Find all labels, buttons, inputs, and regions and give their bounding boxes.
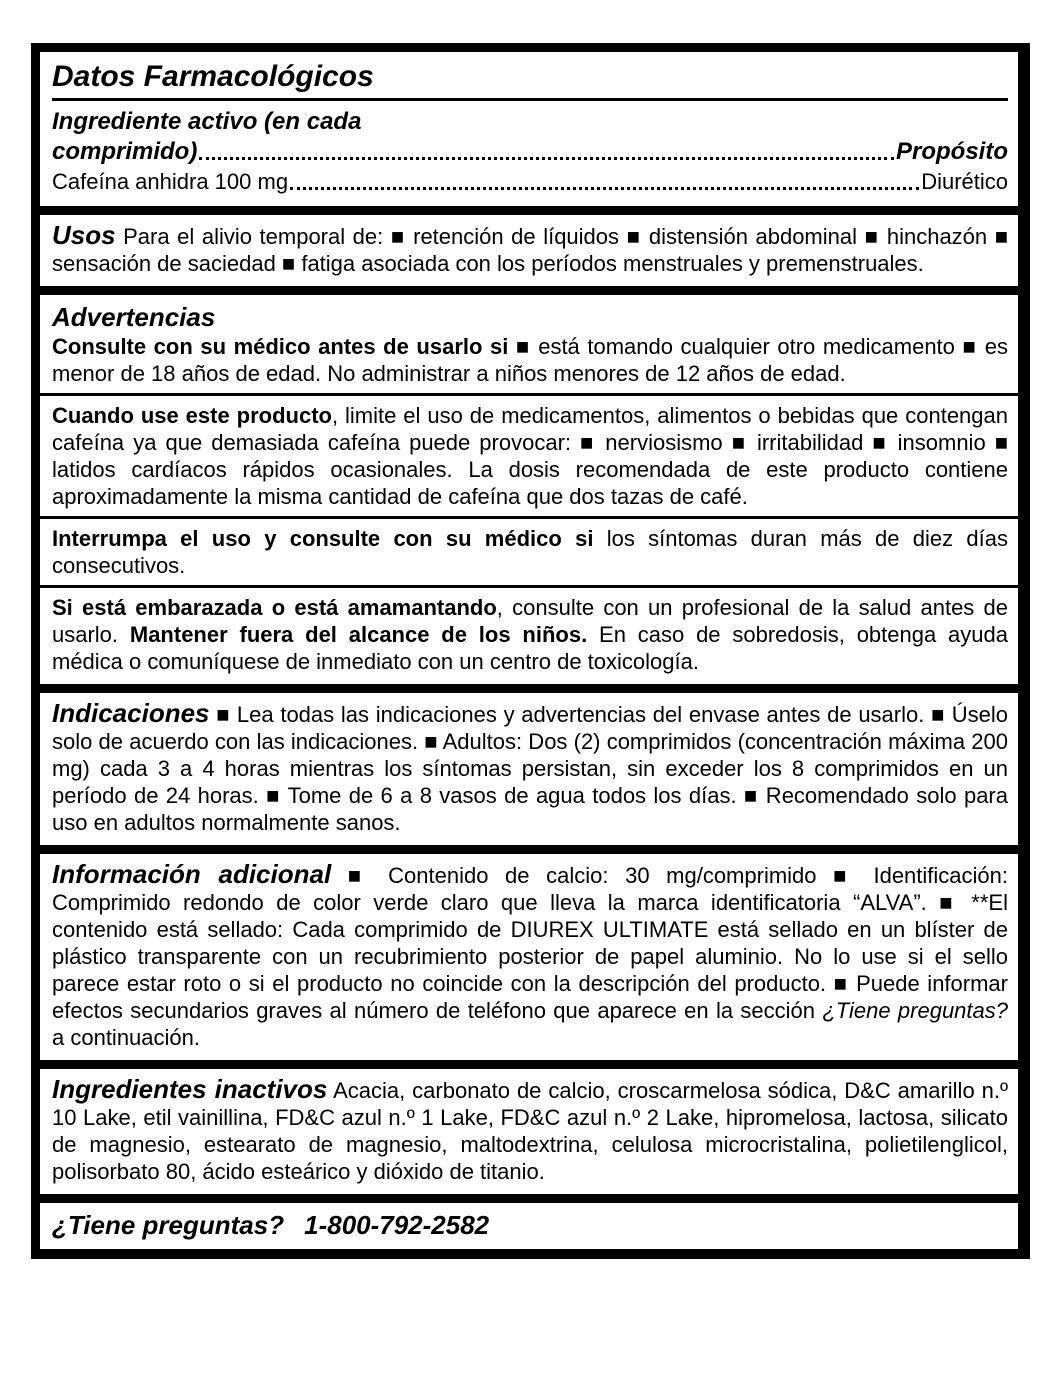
warnings-pregnancy-paragraph <box>52 594 1008 675</box>
questions-row <box>52 1210 1008 1240</box>
warnings-keep-away-lead: Mantener fuera del alcance de los niños. <box>129 622 588 647</box>
inactive-ingredients-body: Acacia, carbonato de calcio, croscarmelosa sódica, D&C amarillo n.º 10 Lake, etil vainillina, FD&C azul n.º 1 Lake, FD&C azul n.º 2 Lake, hipromelosa, lactosa, silicato de magnesio, estearato de magnesio, maltodextrina, celulosa microcristalina, polietilenglicol, polisorbato 80, ácido esteárico y dióxido de titanio. <box>52 1078 1008 1184</box>
warnings-pregnancy-body2: En caso de sobredosis, obtenga ayuda médica o comuníquese de inmediato con un centro de toxicología. <box>52 622 1008 674</box>
uses-heading: Usos <box>52 220 116 250</box>
warnings-when-using-lead: Cuando use este producto <box>52 403 332 428</box>
section-questions <box>40 1203 1018 1249</box>
purpose-heading: Propósito <box>896 138 1008 165</box>
additional-info-questions-ref: ¿Tiene preguntas? <box>822 998 1008 1023</box>
active-ingredient-heading-row <box>52 137 1008 167</box>
section-header <box>40 52 1018 206</box>
active-ingredient-heading-line1: Ingrediente activo (en cada <box>52 108 362 135</box>
directions-heading: Indicaciones <box>52 698 210 728</box>
uses-body: Para el alivio temporal de: ■ retención de líquidos ■ distensión abdominal ■ hinchazón ■ sensación de saciedad ■ fatiga asociada con los períodos menstruales y premenstruales. <box>52 224 1008 276</box>
warnings-stop-use-paragraph <box>52 525 1008 579</box>
warnings-when-using-paragraph <box>52 402 1008 510</box>
warnings-consult-lead: Consulte con su médico antes de usarlo si <box>52 334 509 359</box>
section-uses <box>40 215 1018 286</box>
questions-heading: ¿Tiene preguntas? <box>52 1210 285 1240</box>
additional-info-body-end: a continuación. <box>52 1025 200 1050</box>
ingredient-purpose: Diurético <box>921 169 1008 194</box>
section-inactive-ingredients <box>40 1069 1018 1194</box>
warnings-pregnancy-body1: , consulte con un profesional de la salud antes de usarlo. <box>52 595 1009 647</box>
section-warnings <box>40 295 1018 684</box>
warnings-when-using-body: , limite el uso de medicamentos, alimentos o bebidas que contengan cafeína ya que demasiada cafeína puede provocar: ■ nerviosismo ■ irritabilidad ■ insomnio ■ latidos cardíacos rápidos ocasionales. La dosis recomendada de este producto contiene aproximadamente la misma cantidad de cafeína que dos tazas de café. <box>52 403 1008 509</box>
warnings-stop-use-lead: Interrumpa el uso y consulte con su médico si <box>52 526 594 551</box>
active-ingredient-heading-line2: comprimido) <box>52 138 198 165</box>
uses-paragraph <box>52 222 1008 277</box>
questions-phone-number: 1-800-792-2582 <box>304 1210 490 1240</box>
ingredient-row <box>52 167 1008 197</box>
additional-info-heading: Información adicional <box>52 859 332 889</box>
label-title: Datos Farmacológicos <box>52 60 374 93</box>
dotted-leader <box>199 157 894 160</box>
additional-info-body: ■ Contenido de calcio: 30 mg/comprimido ■ Identificación: Comprimido redondo de color verde claro que lleva la marca identificatoria “ALVA”. ■ **El contenido está sellado: Cada comprimido de DIUREX ULTIMATE está sellado en un blíster de plástico transparente con un recubrimiento posterior de papel aluminio. No lo use si el sello parece estar roto o si el producto no coincide con la descripción del producto. ■ Puede informar efectos secundarios graves al número de teléfono que aparece en la sección <box>52 863 1009 1023</box>
warnings-divider <box>40 585 1018 588</box>
warnings-heading: Advertencias <box>52 302 216 332</box>
inactive-ingredients-heading: Ingredientes inactivos <box>52 1074 328 1104</box>
inactive-ingredients-paragraph <box>52 1076 1008 1185</box>
additional-info-paragraph <box>52 861 1008 1051</box>
directions-body: ■ Lea todas las indicaciones y advertencias del envase antes de usarlo. ■ Úselo solo de acuerdo con las indicaciones. ■ Adultos: Dos (2) comprimidos (concentración máxima 200 mg) cada 3 a 4 horas mientras los síntomas persistan, sin exceder los 8 comprimidos en un período de 24 horas. ■ Tome de 6 a 8 vasos de agua todos los días. ■ Recomendado solo para uso en adultos normalmente sanos. <box>52 702 1008 835</box>
directions-paragraph <box>52 700 1008 836</box>
warnings-pregnancy-lead: Si está embarazada o está amamantando <box>52 595 497 620</box>
warnings-consult-paragraph <box>52 333 1008 387</box>
warnings-divider <box>40 516 1018 519</box>
dotted-leader <box>290 187 919 190</box>
label-frame <box>31 43 1030 1259</box>
section-directions <box>40 693 1018 845</box>
warnings-consult-body: ■ está tomando cualquier otro medicamento ■ es menor de 18 años de edad. No administrar a niños menores de 12 años de edad. <box>52 334 1008 386</box>
section-additional-info <box>40 854 1018 1060</box>
ingredient-name: Cafeína anhidra 100 mg <box>52 169 289 194</box>
warnings-stop-use-body: los síntomas duran más de diez días consecutivos. <box>52 526 1008 578</box>
title-divider <box>52 98 1008 101</box>
warnings-divider <box>40 393 1018 396</box>
